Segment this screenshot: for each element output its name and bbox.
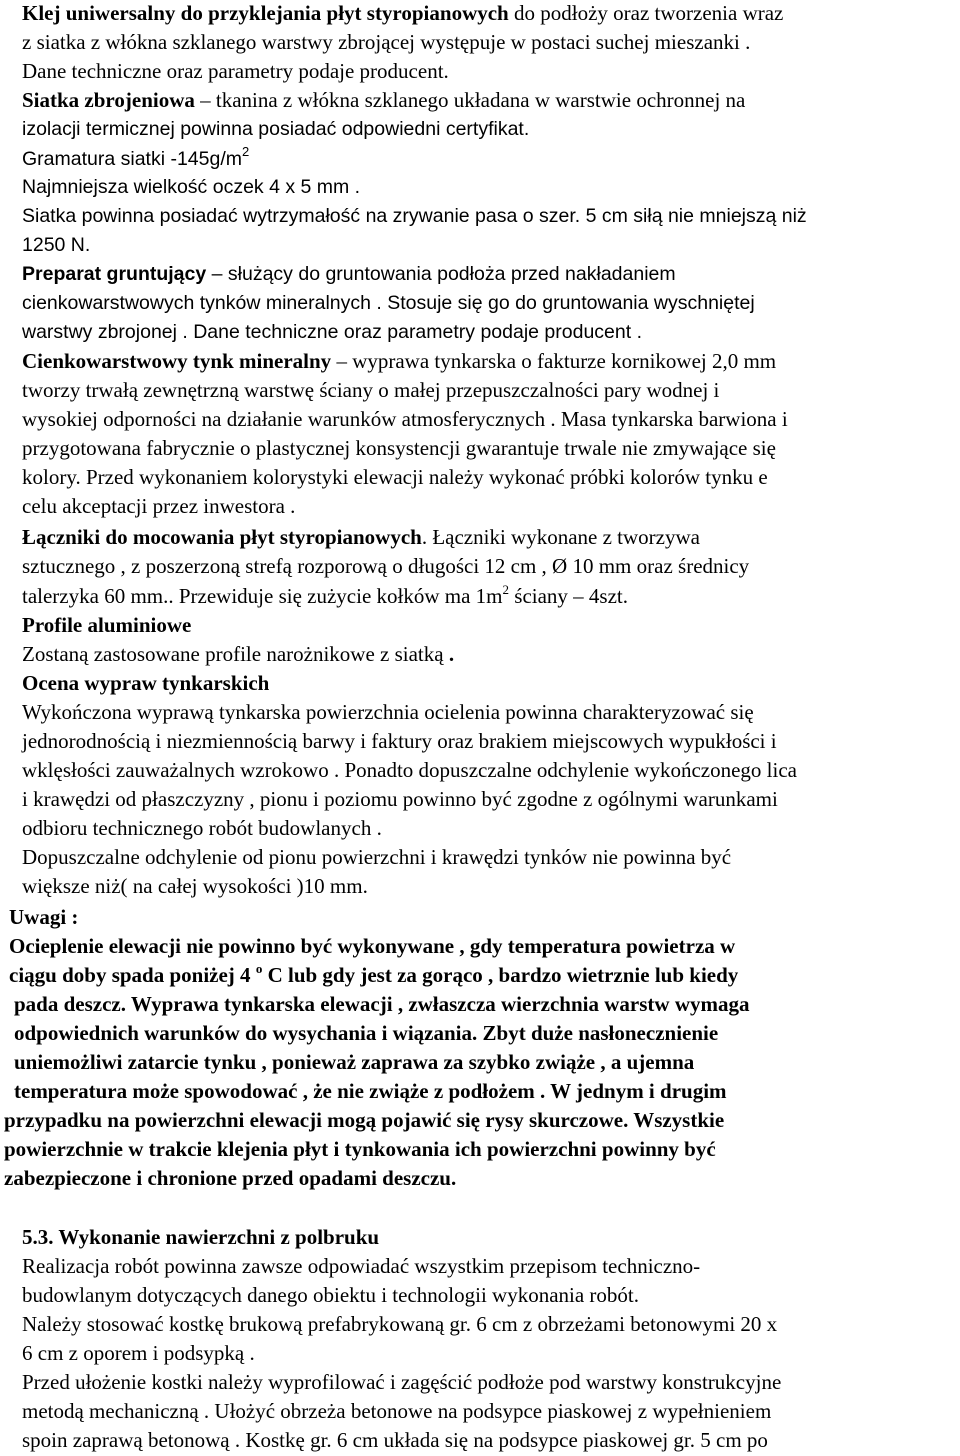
ocena-line-6: Dopuszczalne odchylenie od pionu powierzchni i krawędzi tynków nie powinna być — [22, 845, 732, 869]
klej-line-3: Dane techniczne oraz parametry podaje producent. — [22, 59, 449, 83]
uwagi-line-6: temperatura może spowodować , że nie zwiąże z podłożem . W jednym i drugim — [14, 1079, 727, 1103]
klej-line-2: z siatka z włókna szklanego warstwy zbrojącej występuje w postaci suchej mieszanki . — [22, 30, 751, 54]
polbruk-line-2: budowlanym dotyczących danego obiektu i technologii wykonania robót. — [22, 1283, 640, 1307]
polbruk-line-4: 6 cm z oporem i podsypką . — [22, 1341, 255, 1365]
polbruk-line-6: metodą mechaniczną . Ułożyć obrzeża betonowe na podsypce piaskowej z wypełnieniem — [22, 1399, 772, 1423]
tynk-line-4: przygotowana fabrycznie o plastycznej konsystencji gwarantuje trwale nie zmywające się — [22, 436, 776, 460]
uwagi-line-2-text: ciągu doby spada poniżej 4 — [9, 963, 256, 987]
tynk-line-3: wysokiej odporności na działanie warunków atmosferycznych . Masa tynkarska barwiona i — [22, 407, 788, 431]
laczniki-line-3-tail: ściany – 4szt. — [509, 584, 629, 608]
laczniki-line-1 — [22, 524, 700, 550]
ocena-line-3: wklęsłości zauważalnych wzrokowo . Ponadto dopuszczalne odchylenie wykończonego lica — [22, 758, 797, 782]
laczniki-text: . Łączniki wykonane z tworzywa — [421, 525, 700, 549]
tynk-text: – wyprawa tynkarska o fakturze kornikowej 2,0 mm — [331, 349, 777, 373]
uwagi-line-3: pada deszcz. Wyprawa tynkarska elewacji , zwłaszcza wierzchnia warstw wymaga — [14, 992, 750, 1016]
siatka-gramatura — [22, 146, 249, 172]
laczniki-line-3 — [22, 583, 628, 609]
uwagi-line-5: uniemożliwi zatarcie tynku , ponieważ zaprawa za szybko zwiąże , a ujemna — [14, 1050, 695, 1074]
gramatura-text: Gramatura siatki -145g/m — [22, 148, 242, 170]
preparat-line-3: warstwy zbrojonej . Dane techniczne oraz parametry podaje producent . — [22, 321, 642, 343]
profile-tail: . — [443, 642, 455, 666]
profile-text — [22, 641, 454, 667]
ocena-line-2: jednorodnością i niezmiennością barwy i faktury oraz brakiem miejscowych wypukłości i — [22, 729, 777, 753]
polbruk-line-3: Należy stosować kostkę brukową prefabrykowaną gr. 6 cm z obrzeżami betonowymi 20 x — [22, 1312, 778, 1336]
siatka-text: – tkanina z włókna szklanego układana w warstwie ochronnej na — [194, 88, 746, 112]
klej-heading: Klej uniwersalny do przyklejania płyt styropianowych — [22, 1, 509, 25]
tynk-heading: Cienkowarstwowy tynk mineralny — [22, 349, 332, 373]
polbruk-line-1: Realizacja robót powinna zawsze odpowiadać wszystkim przepisom techniczno- — [22, 1254, 701, 1278]
laczniki-sup: 2 — [502, 582, 510, 597]
profile-heading: Profile aluminiowe — [22, 613, 192, 637]
uwagi-line-2-tail: C lub gdy jest za gorąco , bardzo wietrznie lub kiedy — [262, 963, 739, 987]
siatka-wytrzymalosc-1: Siatka powinna posiadać wytrzymałość na zrywanie pasa o szer. 5 cm siłą nie mniejszą niż — [22, 205, 807, 227]
uwagi-line-9: zabezpieczone i chronione przed opadami deszczu. — [4, 1166, 457, 1190]
uwagi-line-2 — [9, 962, 738, 988]
degree-sup: o — [255, 961, 263, 976]
ocena-heading: Ocena wypraw tynkarskich — [22, 671, 270, 695]
laczniki-line-2: sztucznego , z poszerzoną strefą rozporową o długości 12 cm , Ø 10 mm oraz średnicy — [22, 554, 750, 578]
profile-text-span: Zostaną zastosowane profile narożnikowe z siatką — [22, 642, 444, 666]
ocena-line-7: większe niż( na całej wysokości )10 mm. — [22, 874, 368, 898]
siatka-line-1 — [22, 87, 745, 113]
siatka-line-2: izolacji termicznej powinna posiadać odpowiedni certyfikat. — [22, 118, 530, 140]
klej-line-1 — [22, 0, 783, 26]
uwagi-line-7: przypadku na powierzchni elewacji mogą pojawić się rysy skurczowe. Wszystkie — [4, 1108, 725, 1132]
siatka-oczka: Najmniejsza wielkość oczek 4 x 5 mm . — [22, 176, 361, 198]
tynk-line-2: tworzy trwałą zewnętrzną warstwę ściany o małej przepuszczalności pary wodnej i — [22, 378, 720, 402]
laczniki-heading: Łączniki do mocowania płyt styropianowych — [22, 525, 422, 549]
gramatura-sup: 2 — [242, 144, 250, 159]
polbruk-line-7: spoin zaprawą betonową . Kostkę gr. 6 cm układa się na podsypce piaskowej gr. 5 cm po — [22, 1428, 768, 1452]
uwagi-line-4: odpowiednich warunków do wysychania i wiązania. Zbyt duże nasłonecznienie — [14, 1021, 719, 1045]
ocena-line-1: Wykończona wyprawą tynkarska powierzchnia ocielenia powinna charakteryzować się — [22, 700, 754, 724]
uwagi-line-1: Ocieplenie elewacji nie powinno być wykonywane , gdy temperatura powietrza w — [9, 934, 736, 958]
polbruk-heading: 5.3. Wykonanie nawierzchni z polbruku — [22, 1225, 380, 1249]
preparat-line-2: cienkowarstwowych tynków mineralnych . Stosuje się go do gruntowania wyschniętej — [22, 292, 755, 314]
tynk-line-5: kolory. Przed wykonaniem kolorystyki elewacji należy wykonać próbki kolorów tynku e — [22, 465, 768, 489]
tynk-line-1 — [22, 348, 776, 374]
ocena-line-5: odbioru technicznego robót budowlanych . — [22, 816, 382, 840]
ocena-line-4: i krawędzi od płaszczyzny , pionu i poziomu powinno być zgodne z ogólnymi warunkami — [22, 787, 778, 811]
siatka-heading: Siatka zbrojeniowa — [22, 88, 195, 112]
laczniki-line-3-text: talerzyka 60 mm.. Przewiduje się zużycie kołków ma 1m — [22, 584, 503, 608]
preparat-heading: Preparat gruntujący — [22, 263, 207, 285]
siatka-wytrzymalosc-2: 1250 N. — [22, 234, 91, 256]
preparat-text: – służący do gruntowania podłoża przed nakładaniem — [206, 263, 676, 285]
tynk-line-6: celu akceptacji przez inwestora . — [22, 494, 296, 518]
uwagi-heading: Uwagi : — [9, 905, 79, 929]
polbruk-line-5: Przed ułożenie kostki należy wyprofilować i zagęścić podłoże pod warstwy konstrukcyjne — [22, 1370, 782, 1394]
klej-text: do podłoży oraz tworzenia wraz — [508, 1, 784, 25]
uwagi-line-8: powierzchnie w trakcie klejenia płyt i tynkowania ich powierzchni powinny być — [4, 1137, 716, 1161]
preparat-line-1 — [22, 261, 676, 287]
